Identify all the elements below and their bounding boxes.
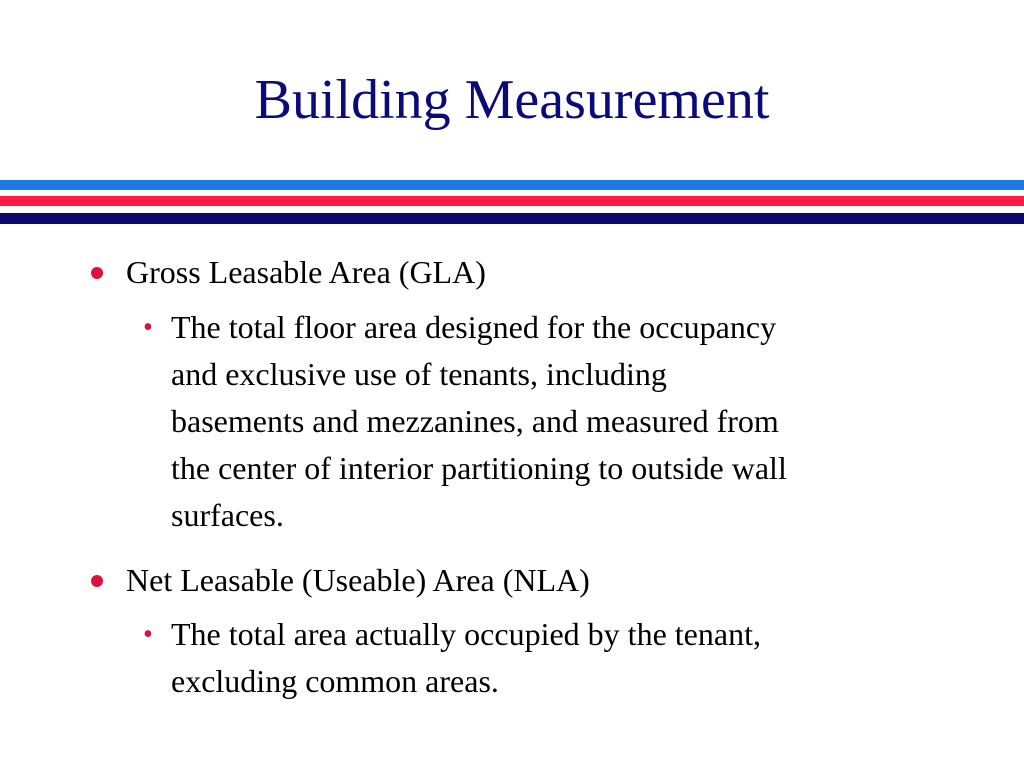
bullet-icon [91, 575, 103, 587]
text-line: and exclusive use of tenants, including [171, 356, 667, 392]
text-line: surfaces. [171, 497, 284, 533]
sub-bullet-icon: • [143, 312, 153, 343]
bullet-gla: Gross Leasable Area (GLA) [126, 254, 486, 290]
sub-bullet-icon: • [143, 619, 153, 650]
bullet-nla: Net Leasable (Useable) Area (NLA) [126, 562, 590, 598]
text-line: basements and mezzanines, and measured from [171, 403, 779, 439]
text-line: The total floor area designed for the occupancy [171, 309, 777, 345]
sub-bullet-gla-definition [171, 304, 971, 539]
decorative-stripe-red [0, 196, 1024, 206]
slide-title: Building Measurement [254, 69, 770, 131]
sub-bullet-nla-definition [171, 611, 971, 705]
decorative-stripe-navy [0, 213, 1024, 224]
text-line: The total area actually occupied by the tenant, [171, 616, 761, 652]
text-line: the center of interior partitioning to outside wall [171, 450, 787, 486]
text-line: excluding common areas. [171, 663, 499, 699]
decorative-stripe-blue [0, 180, 1024, 190]
bullet-icon [91, 267, 103, 279]
